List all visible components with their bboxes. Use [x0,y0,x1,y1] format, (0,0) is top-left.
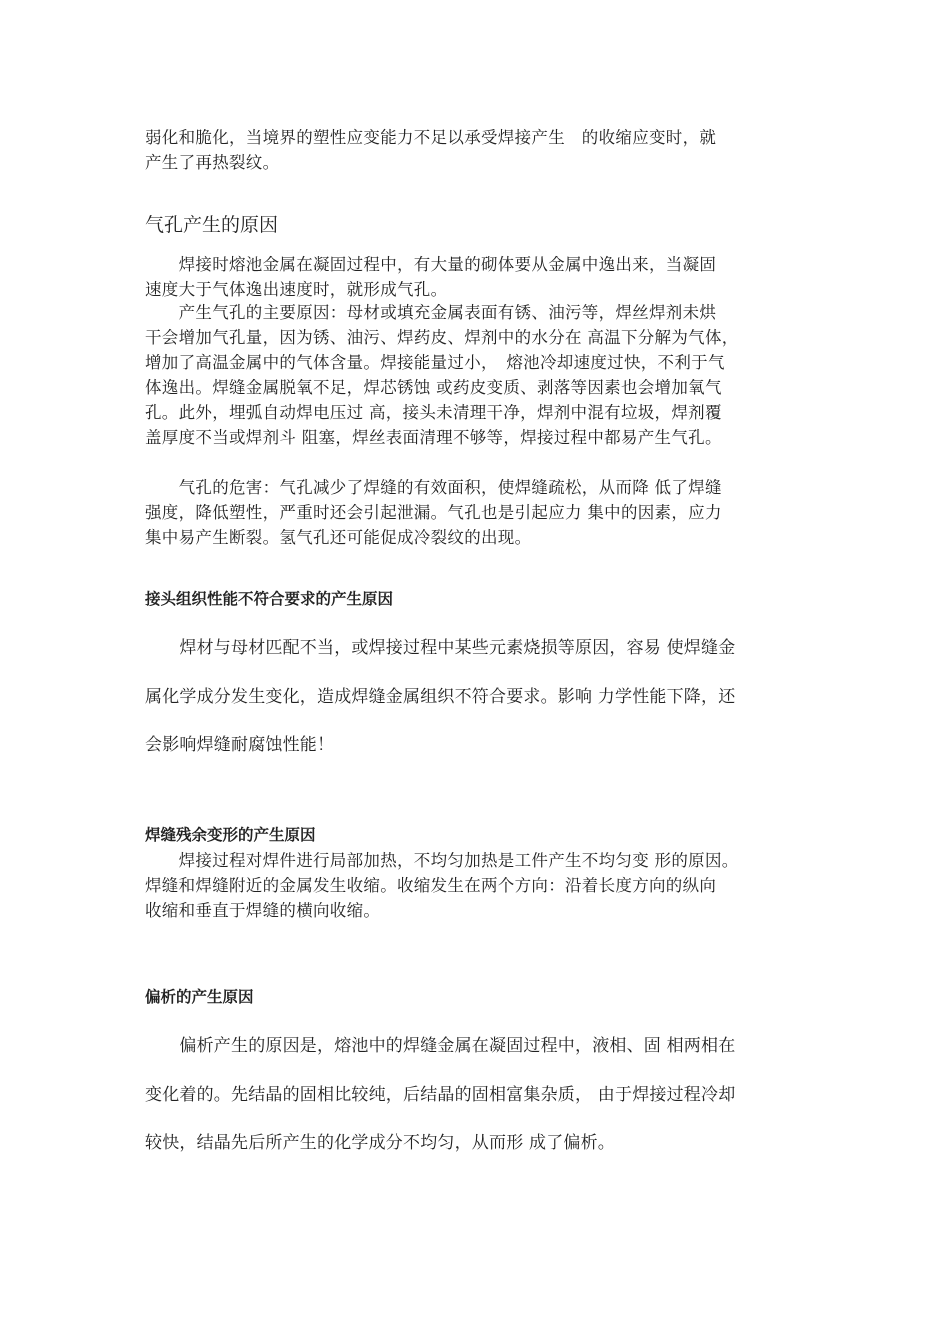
intro-paragraph: 弱化和脆化，当境界的塑性应变能力不足以承受焊接产生 的收缩应变时，就 产生了再热裂纹。 [145,128,717,172]
segregation-paragraph: 偏析产生的原因是，熔池中的焊缝金属在凝固过程中，液相、固 相两相在 变化着的。先结晶的固相比较纯，后结晶的固相富集杂质， 由于焊接过程冷却 较快，结晶先后所产生的化学成分不均匀，从而形 成了偏析。 [145,1036,736,1153]
segregation-heading: 偏析的产生原因 [145,988,254,1006]
deformation-paragraph: 焊接过程对焊件进行局部加热，不均匀加热是工件产生不均匀变 形的原因。 焊缝和焊缝附近的金属发生收缩。收缩发生在两个方向：沿着长度方向的纵向 收缩和垂直于焊缝的横向收缩。 [145,851,739,920]
porosity-paragraph-3: 气孔的危害：气孔减少了焊缝的有效面积，使焊缝疏松，从而降 低了焊缝 强度，降低塑性，严重时还会引起泄漏。气孔也是引起应力 集中的因素，应力 集中易产生断裂。氢气孔还可能促成冷裂纹的出现。 [145,478,722,547]
porosity-paragraph-2: 产生气孔的主要原因：母材或填充金属表面有锈、油污等，焊丝焊剂未烘 干会增加气孔量，因为锈、油污、焊药皮、焊剂中的水分在 高温下分解为气体， 增加了高温金属中的气体含量。焊接能量过小， 熔池冷却速度过快，不利于气 体逸出。焊缝金属脱氧不足，焊芯锈蚀 或药皮变质、剥落等因素也会增加氧气 孔。此外，埋弧自动焊电压过 高，接头未清理干净，焊剂中混有垃圾，焊剂覆 盖厚度不当或焊剂斗 阻塞，焊丝表面清理不够等，焊接过程中都易产生气孔。 [145,303,739,447]
joint-paragraph: 焊材与母材匹配不当，或焊接过程中某些元素烧损等原因，容易 使焊缝金 属化学成分发生变化，造成焊缝金属组织不符合要求。影响 力学性能下降，还 会影响焊缝耐腐蚀性能！ [145,638,736,755]
joint-heading: 接头组织性能不符合要求的产生原因 [145,590,394,608]
deformation-heading: 焊缝残余变形的产生原因 [145,826,316,844]
porosity-heading: 气孔产生的原因 [145,214,279,236]
porosity-paragraph-1: 焊接时熔池金属在凝固过程中，有大量的砌体要从金属中逸出来，当凝固 速度大于气体逸出速度时，就形成气孔。 [145,255,717,299]
